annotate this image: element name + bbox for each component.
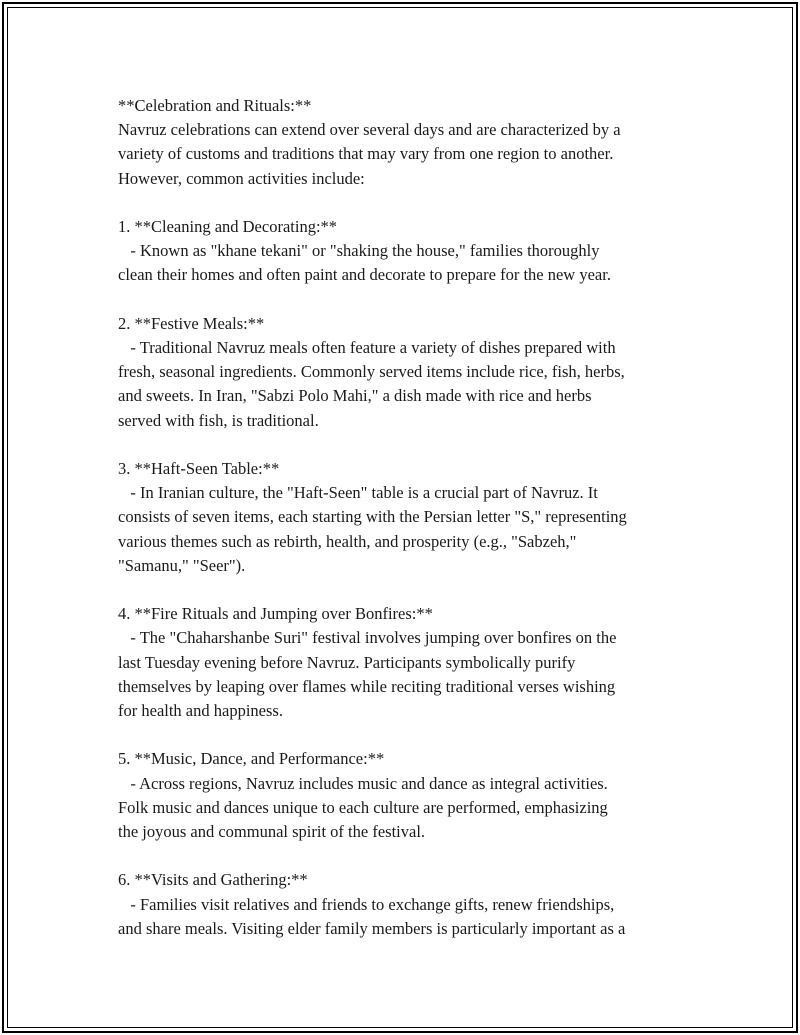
list-item-line: - Known as "khane tekani" or "shaking the house," families thoroughly bbox=[118, 241, 600, 261]
list-item-line: - Families visit relatives and friends to exchange gifts, renew friendships, bbox=[118, 894, 615, 914]
list-item-line: - The "Chaharshanbe Suri" festival involves jumping over bonfires on the bbox=[118, 628, 617, 648]
document-body bbox=[118, 94, 698, 941]
list-item-visits bbox=[118, 868, 698, 941]
list-item-line: clean their homes and often paint and decorate to prepare for the new year. bbox=[118, 265, 611, 285]
list-item-line: "Samanu," "Seer"). bbox=[118, 555, 246, 575]
list-item-line: consists of seven items, each starting with the Persian letter "S," representing bbox=[118, 507, 627, 527]
list-item-line: various themes such as rebirth, health, and prosperity (e.g., "Sabzeh," bbox=[118, 531, 577, 551]
list-item-line: served with fish, is traditional. bbox=[118, 410, 319, 430]
list-item-line: - Across regions, Navruz includes music and dance as integral activities. bbox=[118, 773, 608, 793]
intro-line: Navruz celebrations can extend over several days and are characterized by a bbox=[118, 120, 621, 140]
paragraph-gap bbox=[118, 578, 698, 602]
list-item-line: fresh, seasonal ingredients. Commonly served items include rice, fish, herbs, bbox=[118, 362, 625, 382]
list-item-festive-meals bbox=[118, 312, 698, 433]
list-item-title: 4. **Fire Rituals and Jumping over Bonfires:** bbox=[118, 604, 433, 624]
list-item-title: 1. **Cleaning and Decorating:** bbox=[118, 217, 338, 236]
list-item-haft-seen bbox=[118, 457, 698, 578]
paragraph-gap bbox=[118, 433, 698, 457]
section-heading: **Celebration and Rituals:** bbox=[118, 96, 312, 115]
list-item-fire-rituals bbox=[118, 602, 698, 723]
list-item-line: - In Iranian culture, the "Haft-Seen" table is a crucial part of Navruz. It bbox=[118, 483, 598, 503]
paragraph-gap bbox=[118, 288, 698, 312]
list-item-line: Folk music and dances unique to each culture are performed, emphasizing bbox=[118, 797, 608, 817]
list-item-line: the joyous and communal spirit of the festival. bbox=[118, 822, 426, 842]
list-item-line: last Tuesday evening before Navruz. Participants symbolically purify bbox=[118, 652, 576, 672]
paragraph-gap bbox=[118, 844, 698, 868]
list-item-line: themselves by leaping over flames while reciting traditional verses wishing bbox=[118, 676, 616, 696]
list-item-cleaning bbox=[118, 215, 698, 288]
list-item-line: for health and happiness. bbox=[118, 701, 283, 721]
list-item-music-dance bbox=[118, 747, 698, 844]
paragraph-gap bbox=[118, 723, 698, 747]
list-item-title: 6. **Visits and Gathering:** bbox=[118, 870, 308, 890]
intro-line: However, common activities include: bbox=[118, 168, 365, 188]
list-item-title: 3. **Haft-Seen Table:** bbox=[118, 459, 280, 478]
list-item-line: and share meals. Visiting elder family members is particularly important as a bbox=[118, 918, 626, 938]
paragraph-gap bbox=[118, 191, 698, 215]
list-item-title: 2. **Festive Meals:** bbox=[118, 313, 265, 333]
list-item-line: and sweets. In Iran, "Sabzi Polo Mahi," a dish made with rice and herbs bbox=[118, 386, 592, 406]
list-item-title: 5. **Music, Dance, and Performance:** bbox=[118, 749, 385, 769]
intro-line: variety of customs and traditions that may vary from one region to another. bbox=[118, 144, 614, 164]
list-item-line: - Traditional Navruz meals often feature a variety of dishes prepared with bbox=[118, 338, 616, 357]
